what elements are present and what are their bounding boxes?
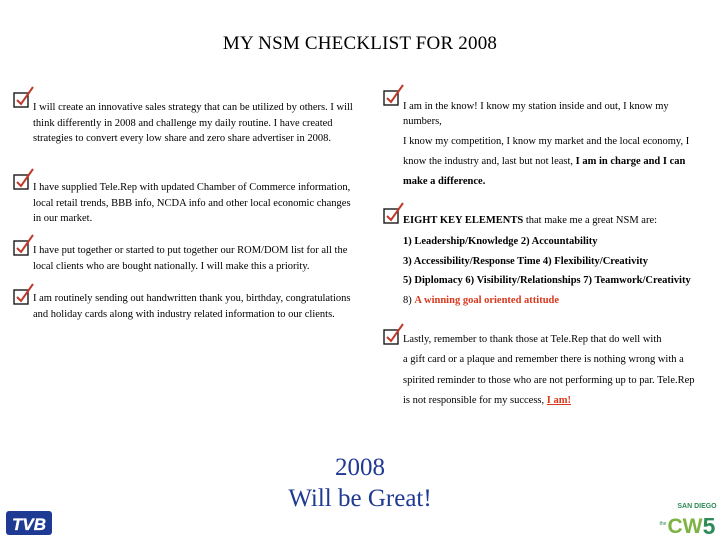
elements-line-3 xyxy=(403,272,713,290)
checkbox-checked-icon xyxy=(13,167,29,183)
closing-message xyxy=(0,452,720,514)
checkbox-checked-icon xyxy=(383,201,399,217)
eight-key-elements-rest: that make me a great NSM are: xyxy=(525,215,658,226)
right-item-1-line-4-bold: make a difference. xyxy=(403,176,486,187)
cw5-logo xyxy=(655,500,717,538)
tvb-logo-text: TVB xyxy=(12,515,46,534)
elements-line-4-red: A winning goal oriented attitude xyxy=(414,295,560,306)
checkbox-checked-icon xyxy=(13,282,29,298)
right-item-1-line-3-prefix: know the industry and, last but not least, xyxy=(403,156,574,167)
checkbox-checked-icon xyxy=(383,83,399,99)
left-item-1-text: I will create an innovative sales strategy that can be utilized by others. I will think differently in 2008 and challenge my daily routine. I have created strategies to convert every low share and zero share advertiser in 2008. xyxy=(33,102,353,145)
elements-line-3-text: 5) Diplomacy 6) Visibility/Relationships 7) Teamwork/Creativity xyxy=(403,275,691,286)
elements-line-2 xyxy=(403,253,713,271)
right-item-3-line-4-prefix: is not responsible for my success, xyxy=(403,395,545,406)
elements-line-4-prefix: 8) xyxy=(403,295,412,306)
right-item-3-line-2: a gift card or a plaque and remember there is nothing wrong with a xyxy=(403,354,684,365)
page-title: MY NSM CHECKLIST FOR 2008 xyxy=(222,33,498,54)
right-item-1-line-1: I am in the know! I know my station inside and out, I know my numbers, xyxy=(403,101,669,127)
left-item-2-text: I have supplied Tele.Rep with updated Chamber of Commerce information, local retail trends, BBB info, NCDA info and other local economic changes in our market. xyxy=(33,182,351,225)
right-item-2-line xyxy=(403,212,713,230)
right-item-1-line-3 xyxy=(403,153,713,171)
right-item-1-line-4 xyxy=(403,173,713,191)
eight-key-elements-heading: EIGHT KEY ELEMENTS xyxy=(403,215,524,226)
elements-line-1 xyxy=(403,233,713,251)
cw5-the: the xyxy=(659,521,667,527)
checkbox-checked-icon xyxy=(13,233,29,249)
cw5-city: SAN DIEGO xyxy=(677,503,717,510)
right-item-1-line-2: I know my competition, I know my market and the local economy, I xyxy=(403,136,690,147)
checkbox-checked-icon xyxy=(13,85,29,101)
right-item-3-line-4 xyxy=(403,392,713,410)
left-item-4-text: I am routinely sending out handwritten thank you, birthday, congratulations and holiday cards along with industry related information to our clients. xyxy=(33,293,351,320)
elements-line-2-text: 3) Accessibility/Response Time 4) Flexibility/Creativity xyxy=(403,256,648,267)
elements-line-4 xyxy=(403,292,713,310)
closing-tagline: Will be Great! xyxy=(288,485,432,512)
checkbox-checked-icon xyxy=(383,322,399,338)
right-item-1-line-3-bold: I am in charge and I can xyxy=(575,156,686,167)
right-item-3-line-4-red: I am! xyxy=(546,395,571,406)
right-item-3-line-3: spirited reminder to those who are not performing up to par. Tele.Rep xyxy=(403,375,695,386)
closing-year: 2008 xyxy=(335,454,385,481)
left-item-3-text: I have put together or started to put together our ROM/DOM list for all the local clients who are bought nationally. I will make this a priority. xyxy=(33,245,348,272)
cw5-number: 5 xyxy=(702,513,716,538)
cw5-cw: CW xyxy=(667,515,703,538)
right-item-3-line-1: Lastly, remember to thank those at Tele.Rep that do well with xyxy=(403,334,662,345)
elements-line-1-text: 1) Leadership/Knowledge 2) Accountability xyxy=(403,236,598,247)
tvb-logo xyxy=(5,508,55,538)
